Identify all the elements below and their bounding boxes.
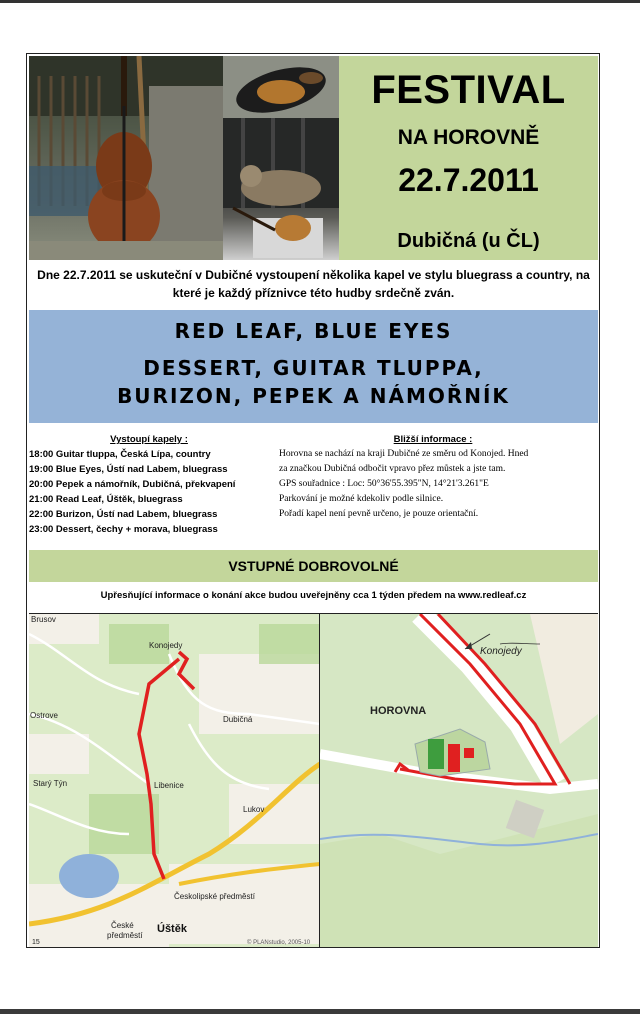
map-label-dubicna: Dubičná [223,715,253,724]
schedule-heading: Vystoupí kapely : [110,434,188,445]
bands-line-2: DESSERT, GUITAR TLUPPA, [143,356,484,380]
map-label-stary-tyn: Starý Týn [33,779,68,788]
info-block [279,432,597,522]
website-note: Upřesňující informace o konání akce budou uveřejněny cca 1 týden předem na www.redleaf.cz [100,590,527,601]
top-border [0,0,640,3]
schedule-item: 18:00 Guitar tluppa, Česká Lípa, country [29,449,211,460]
festival-subtitle: NA HOROVNĚ [397,126,540,149]
map-label-ustek: Úštěk [157,923,187,935]
map-label-ceskolipske: Českolipské předměstí [174,892,255,901]
map-label-road-num: 15 [32,939,40,946]
bands-line-1: RED LEAF, BLUE EYES [174,319,453,343]
map-label-lukov: Lukov [243,805,265,814]
schedule-item: 23:00 Dessert, čechy + morava, bluegrass [29,524,218,535]
intro-text: Dne 22.7.2011 se uskuteční v Dubičné vystoupení několika kapel ve stylu bluegrass a country, na které je každý příznivce této hudby srdečně zván. [37,268,590,300]
schedule [29,432,279,537]
map-label-libenice: Libenice [154,781,184,790]
entry-banner: VSTUPNÉ DOBROVOLNÉ [29,550,598,582]
photo-guitar-case [223,56,339,118]
photo-cat-mandolin [223,118,339,260]
schedule-item: 21:00 Read Leaf, Úštěk, bluegrass [29,494,183,505]
festival-title: FESTIVAL [371,68,566,112]
schedule-item: 20:00 Pepek a námořník, Dubičná, překvapení [29,479,236,490]
map-label-ceske: České [111,921,134,930]
map-label-predmesti: předměstí [107,931,143,940]
detail-label-konojedy: Konojedy [480,646,522,657]
festival-date: 22.7.2011 [398,162,539,198]
info-line: GPS souřadnice : Loc: 50°36'55.395"N, 14°21'3.261"E [279,479,489,489]
info-line: za značkou Dubičná odbočit vpravo přez můstek a jste tam. [279,464,506,474]
info-line: Parkování je možné kdekoliv podle silnice. [279,494,444,504]
map-label-brusov: Brusov [31,615,56,624]
map-label-ostrove: Ostrove [30,711,59,720]
bottom-border [0,1009,640,1014]
schedule-item: 19:00 Blue Eyes, Ústí nad Labem, bluegrass [29,464,228,475]
map-credit: © PLANstudio, 2005-10 [247,940,311,946]
bands-line-3: BURIZON, PEPEK A NÁMOŘNÍK [117,384,510,408]
festival-place: Dubičná (u ČL) [397,230,540,252]
info-line: Horovna se nachází na kraji Dubičné ze směru od Konojed. Hned [279,449,529,459]
area-map [29,613,320,947]
festival-poster [26,53,600,948]
title-box [339,56,598,260]
detail-label-horovna: HOROVNA [370,705,427,717]
detail-map [320,613,598,947]
photo-double-bass [29,56,223,260]
map-label-konojedy: Konojedy [149,641,183,650]
schedule-item: 22:00 Burizon, Ústí nad Labem, bluegrass [29,509,218,520]
info-line: Pořadí kapel není pevně určeno, je pouze orientační. [279,509,479,519]
info-heading: Bližší informace : [393,434,473,445]
bands-banner [29,310,598,423]
